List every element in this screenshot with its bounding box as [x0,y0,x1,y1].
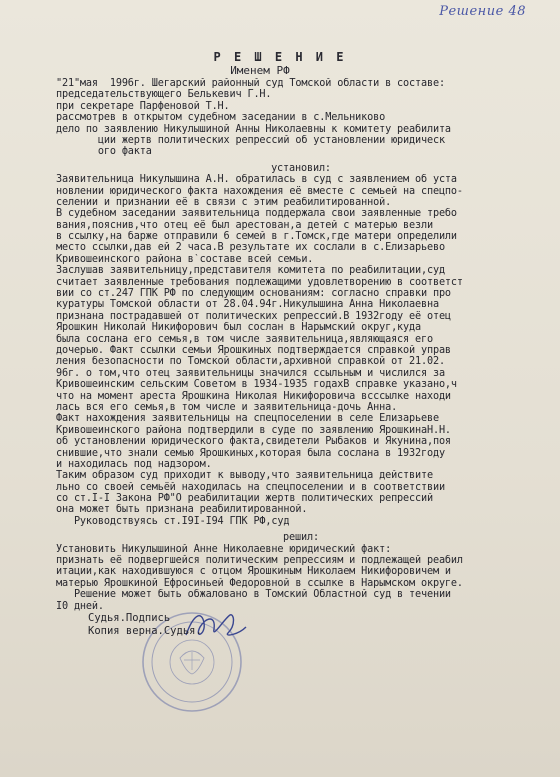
established-line: лась вся его семья,в том числе и заявительница-дочь Анна. [56,401,398,413]
established-line: снившие,что знали семью Ярошкиных,которая была сослана в 1932году [56,447,445,459]
document-body [56,78,546,612]
intro-line: ции жертв политических репрессий об установлении юридическ [56,134,445,146]
established-line: 96г. о том,что отец заявительницы значился ссыльным и числился за [56,367,445,379]
decided-line: матерью Ярошкиной Ефросиньей Федоровной в ссылке в Нарымском округе. [56,577,463,589]
established-line: дочерью. Факт ссылки семьи Ярошкиных подтверждается справкой управ [56,344,451,356]
established-line: вания,пояснив,что отец её был арестован,а детей с матерью везли [56,219,433,231]
established-line: ления безопасности по Томской области,архивной справкой от 21.02. [56,356,445,368]
established-heading: установил: [271,162,331,174]
established-line: Заслушав заявительницу,представителя комитета по реабилитации,суд [56,265,445,277]
document-subtitle: Именем РФ [230,64,290,77]
decided-line: I0 дней. [56,600,104,612]
established-line: вии со ст.247 ГПК РФ по следующим основаниям: согласно справки про [56,288,451,300]
intro-section [56,78,546,158]
signature-line-judge: Судья.Подпись [88,612,171,624]
established-line: со ст.I-I Закона РФ"О реабилитации жертв политических репрессий [56,493,433,505]
established-line: Факт нахождения заявительницы на спецпоселении в селе Елизарьеве [56,413,439,425]
established-line: Кривошеинским сельским Советом в 1934-1935 годахВ справке указано,ч [56,379,457,391]
established-line: она может быть признана реабилитированной. [56,504,308,516]
intro-line: рассмотрев в открытом судебном заседании в с.Мельниково [56,112,386,124]
established-line: об установлении юридического факта,свидетели Рыбаков и Якунина,поя [56,436,451,448]
established-line: место ссылки,дав ей 2 часа.В результате их сослали в с.Елизарьево [56,242,445,254]
decided-line: Установить Никулышиной Анне Николаевне юридический факт: [56,543,392,555]
established-line: и находилась под надзором. [56,458,212,470]
established-line: Руководствуясь ст.I9I-I94 ГПК РФ,суд [56,515,290,527]
established-line: В судебном заседании заявительница поддержала свои заявленные требо [56,208,457,220]
decided-heading: решил: [283,532,319,544]
intro-line: ого факта [56,146,152,158]
document-title: Р Е Ш Е Н И Е [213,50,347,64]
established-line: селении и признании её в связи с этим реабилитированной. [56,196,392,208]
established-line: Заявительница Никулышина А.Н. обратилась в суд с заявлением об уста [56,174,457,186]
established-line: признана пострадавшей от политических репрессий.В 1932году её отец [56,310,451,322]
intro-line: при секретаре Парфеновой Т.Н. [56,100,230,112]
established-line: в ссылку,на барже отправили 6 семей в г.Томск,где матери определили [56,231,457,243]
established-line: была сослана его семья,в том числе заявительница,являющаяся его [56,333,433,345]
decided-line: Решение может быть обжаловано в Томский Областной суд в течении [56,589,451,601]
established-line: Ярошкин Николай Никифорович был сослан в Нарымский округ,куда [56,322,421,334]
handwritten-note: Решение 48 [439,4,526,19]
established-line: куратуры Томской области от 28.04.94г.Никулышина Анна Николаевна [56,299,439,311]
decided-section [56,544,546,612]
established-line: что на момент ареста Ярошкина Николая Никифоровича всссылке находи [56,390,451,402]
established-line: новлении юридического факта нахождения её вместе с семьей на спецпо- [56,185,463,197]
established-line: льно со своей семьёй находилась на спецпоселении и в соответствии [56,481,445,493]
established-line: Таким образом суд приходит к выводу,что заявительница действите [56,470,433,482]
intro-line: дело по заявлению Никулышиной Анны Николаевны к комитету реабилита [56,123,451,135]
established-section [56,174,546,527]
established-line: Кривошеинского района в`составе всей семьи. [56,253,314,265]
established-line: считает заявленные требования подлежащими удовлетворению в соответст [56,276,463,288]
decided-line: признать её подвергшейся политическим репрессиям и подлежащей реабил [56,555,463,567]
established-line: Кривошеинского района подтвердили в суде по заявлению ЯрошкинаН.Н. [56,424,451,436]
signature-line-copy: Копия верна.Судья. [88,625,202,637]
intro-line: председательствующего Белькевич Г.Н. [56,89,272,101]
intro-line: "21"мая 1996г. Шегарский районный суд Томской области в составе: [56,78,445,89]
signature-block [88,612,202,638]
decided-line: итации,как находившуюся с отцом Ярошкиным Николаем Никифоровичем и [56,566,451,578]
